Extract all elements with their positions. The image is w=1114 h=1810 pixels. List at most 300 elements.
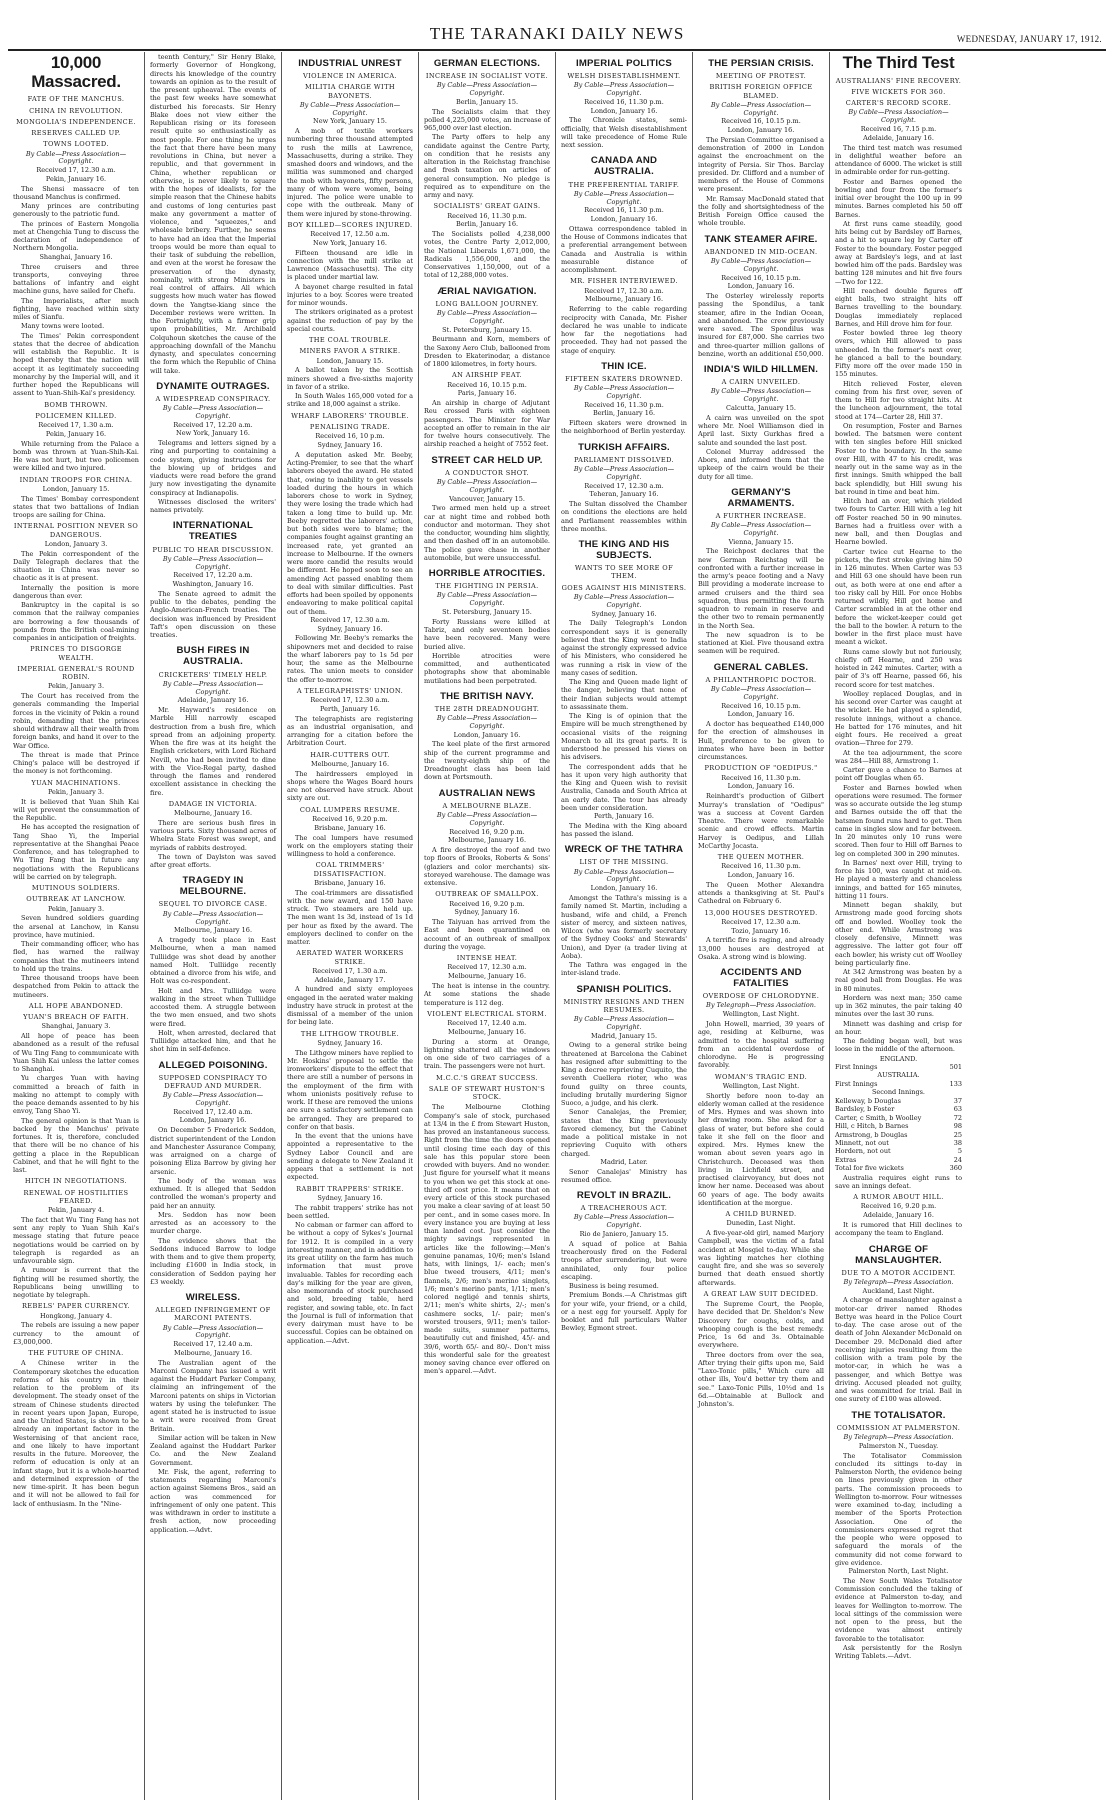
dateline: Pekin, January 16. xyxy=(45,429,107,438)
dateline: Auckland, Last Night. xyxy=(862,1286,935,1295)
article xyxy=(561,155,687,354)
dateline: Received 17, 12.30 a.m. xyxy=(721,917,801,926)
byline: By Cable—Press Association—Copyright. xyxy=(162,1091,264,1107)
paragraph: In the event that the unions have appointed a representative to the Sydney Labor Council and are sending a delegate to New Zealand it appears that a settlement is not expected. xyxy=(287,1132,413,1182)
paragraph: The Lithgow miners have replied to Mr. Hoskins' proposal to settle the ironworkers' dispute to the effect that there are still a number of persons in the employment of the firm with whom unionists positively refuse to work. If these are removed the unions are sure a satisfactory settlement can be arranged. They are prepared to confer on that basis. xyxy=(287,1048,413,1131)
subheading: AUSTRALIANS' FINE RECOVERY. xyxy=(835,76,962,85)
paragraph: A hundred and sixty employees engaged in the aerated water making industry have struck in protest at the dismissal of a member of the union for being late. xyxy=(287,985,413,1027)
byline: By Cable—Press Association—Copyright. xyxy=(299,100,401,117)
paragraph: Business is being resumed. xyxy=(569,1282,659,1291)
score-runs: 5 xyxy=(957,1147,962,1156)
score-runs: 98 xyxy=(953,1122,962,1131)
paragraph: Australia requires eight runs to save an innings defeat. xyxy=(835,1173,962,1190)
paragraph: A fire destroyed the roof and two top floors of Brooks, Roberts & Sons' (glaziers and color merchants) six-storeyed warehouse. The damage was extensive. xyxy=(424,846,550,888)
dateline: Hongkong, January 4. xyxy=(39,1311,113,1320)
article-headline: DYNAMITE OUTRAGES. xyxy=(156,380,270,392)
dateline: Melbourne, January 16. xyxy=(447,1027,527,1036)
dateline: Received 17, 12.30 a.m. xyxy=(584,286,664,295)
paragraph: John Howell, married, 39 years of age, residing at Kelburne, was admitted to the hospital suffering from an accidental overdose of chlorodyne. He is progressing favorably. xyxy=(698,1020,824,1070)
dateline: Melbourne, January 16. xyxy=(447,972,527,981)
dateline: Received 16, 11.30 p.m. xyxy=(584,97,664,106)
subheading: LIST OF THE MISSING. xyxy=(579,858,669,867)
byline: By Cable—Press Association—Copyright. xyxy=(436,810,538,827)
subheading: RENEWAL OF HOSTILITIES FEARED. xyxy=(23,1188,129,1205)
dateline: London, January 15. xyxy=(316,356,384,365)
dateline: Vancouver, January 15. xyxy=(449,494,525,503)
subheading: THE 28TH DREADNOUGHT. xyxy=(434,704,540,713)
dateline: Sydney, January 16. xyxy=(317,440,383,449)
subheading: M.C.C.'S GREAT SUCCESS. xyxy=(436,1073,538,1082)
article-headline: AUSTRALIAN NEWS xyxy=(438,787,536,799)
paragraph: Two armed men held up a street car at night time and robbed both conductor and motorman. They shot the conductor, wounding him slightly, and then dashed off in an automobile. The police gave chase in another automobile, but were unsuccessful. xyxy=(424,504,550,562)
score-runs: 38 xyxy=(953,1138,962,1147)
article-headline: STREET CAR HELD UP. xyxy=(431,454,543,466)
subheading: PUBLIC TO HEAR DISCUSSION. xyxy=(152,545,274,554)
subheading: TOWNS LOOTED. xyxy=(43,140,109,149)
subheading: VIOLENCE IN AMERICA. xyxy=(303,72,397,81)
paragraph: At 342 Armstrong was beaten by a real good ball from Douglas. He was in 80 minutes. xyxy=(835,968,962,993)
paragraph: During a storm at Orange, lightning shattered all the windows on one side of two carriages of a train. The passengers were not hurt. xyxy=(424,1037,550,1071)
paragraph: The Queen Mother Alexandra attends a thanksgiving at St. Paul's Cathedral on February 6. xyxy=(698,880,824,906)
paragraph: A bayonet charge resulted in fatal injuries to a boy. Scores were treated for minor wounds. xyxy=(287,282,413,308)
score-row xyxy=(835,1122,962,1130)
paragraph: Mr. Hayward's residence on Marble Hill narrowly escaped destruction from a bush fire, which spread from an adjoining property. When the fire was at its height the English cricketers, with Lord Richard Nevill, who had been invited to dine with the Vice-Regal party, dashed through the flames and rendered excellent assistance in checking the fire. xyxy=(150,706,276,797)
columns xyxy=(8,52,1106,1800)
score-runs: 501 xyxy=(949,1063,962,1072)
article-headline: REVOLT IN BRAZIL. xyxy=(576,1190,672,1202)
score-player: First Innings xyxy=(835,1063,878,1072)
paragraph: Amongst the Tathra's missing is a family named St. Martin, including a husband, wife and child, a French sister of mercy, and sixteen natives, Wilcox (who was formerly secretary of the Sydney Cooks' and Stewards' Union), and Dyer (a trader living at Aoba). xyxy=(561,894,687,960)
article xyxy=(13,54,139,1508)
subheading: ALLEGED INFRINGEMENT OF MARCONI PATENTS. xyxy=(155,1306,271,1323)
paragraph: The Senate agreed to admit the public to the debates, pending the Anglo-American-French treaties. The decision was influenced by President Taft's open discussion on these treaties. xyxy=(150,589,276,640)
dateline: St. Petersburg, January 15. xyxy=(442,607,532,616)
paragraph: Owing to a general strike being threatened at Barcelona the Cabinet has resigned after submitting to the King a decree reprieving Cuquito, the seventh Cuellera rioter, who was found guilty on three counts, including brutally murdering Signor Suoco, a judge, and his clerk. xyxy=(561,1041,687,1108)
paragraph: The Socialists claim that they polled 4,225,000 votes, an increase of 965,000 over last election. xyxy=(424,107,550,133)
dateline: London, January 16. xyxy=(453,730,521,739)
dateline: Wellington, Last Night. xyxy=(722,1010,800,1019)
dateline: London, January 16. xyxy=(590,106,658,115)
column-4 xyxy=(419,52,556,1800)
article xyxy=(424,455,550,562)
dateline: Adelaide, January 16. xyxy=(863,1211,934,1220)
dateline: Received 16, 10 p.m. xyxy=(315,432,385,441)
article-headline: THE BRITISH NAVY. xyxy=(440,690,534,702)
byline: By Telegraph—Press Association. xyxy=(843,1277,954,1286)
paragraph: A charge of manslaughter against a motor-car driver named Rhodes Bettye was heard in the Police Court to-day. The case arose out of the death of John Alexander McDonald on December 29. McDonald died after receiving injuries resulting from the collision with a tram pole by the motor-car, in which he was a passenger, and which Bettye was driving. Accused pleaded not guilty, and was committed for trial. Bail in one surety of £100 was allowed. xyxy=(835,1296,962,1404)
byline: By Cable—Press Association—Copyright. xyxy=(710,521,812,537)
newspaper-page xyxy=(8,8,1106,1802)
paragraph: Holt, when arrested, declared that Tulliidge attacked him, and that he shot him in self-defence. xyxy=(150,1028,276,1054)
paragraph: The rabbit trappers' strike has not been settled. xyxy=(287,1203,413,1220)
dateline: Perth, January 16. xyxy=(320,704,380,713)
dateline: Received 16, 10.15 p.m. xyxy=(721,701,801,710)
article-headline: THE TOTALISATOR. xyxy=(851,1409,946,1421)
subheading: CRICKETERS' TIMELY HELP. xyxy=(158,670,268,679)
dateline: Adelaide, January 16. xyxy=(177,696,249,705)
dateline: Pekin, January 3. xyxy=(47,682,105,691)
subheading: PENALISING TRADE. xyxy=(309,422,391,431)
paragraph: A rumour is current that the fighting will be resumed shortly, the Republicans being unwilling to negotiate by telegraph. xyxy=(13,1266,139,1300)
subheading: MEETING OF PROTEST. xyxy=(715,72,807,81)
dateline: Received 16, 10.15 p.m. xyxy=(721,273,801,282)
dateline: New York, January 16. xyxy=(313,238,387,247)
article xyxy=(424,691,550,782)
subheading: OUTBREAK AT LANCHOW. xyxy=(26,895,126,904)
paragraph: A ballot taken by the Scottish miners showed a five-sixths majority in favor of a strike. xyxy=(287,366,413,391)
paragraph: Many towns were looted. xyxy=(21,322,105,331)
subheading: MINERS FAVOR A STRIKE. xyxy=(299,347,401,356)
article xyxy=(561,539,687,838)
paragraph: The hairdressers employed in shops where the Wages Board hours are not observed have struck. About sixty are out. xyxy=(287,769,413,803)
dateline: Sydney, January 16. xyxy=(591,609,657,618)
paragraph: The heat is intense in the country. At some stations the shade temperature is 112 deg. xyxy=(424,982,550,1007)
dateline: Sydney, January 16. xyxy=(317,1193,383,1202)
dateline: Received 16, 11.30 p.m. xyxy=(584,400,664,409)
byline: By Cable—Press Association—Copyright. xyxy=(162,404,264,420)
paragraph: The general opinion is that Yuan is backed by the Manchus' private fortunes. It is, therefore, concluded that there will be no chance of his getting a place in the Republican Cabinet, and that he will fight to the last. xyxy=(13,1116,139,1175)
article xyxy=(698,234,824,358)
paragraph: Hordern was next man; 350 came up in 362 minutes, the pair taking 40 minutes over the last 30 runs. xyxy=(835,993,962,1019)
byline: By Cable—Press Association—Copyright. xyxy=(436,591,538,608)
score-row xyxy=(835,1097,962,1105)
paragraph: Horrible atrocities were committed, and authenticated photographs show that abominable mutilations had been perpetrated. xyxy=(424,651,550,685)
paragraph: The telegraphists are registering as an industrial organisation, and arranging for a citation before the Arbitration Court. xyxy=(287,714,413,748)
subheading: WOMAN'S TRAGIC END. xyxy=(714,1072,808,1081)
byline: By Cable—Press Association—Copyright. xyxy=(573,81,675,98)
dateline: London, January 16. xyxy=(590,215,658,224)
score-runs: 133 xyxy=(949,1079,962,1088)
article-headline: CANADA AND AUSTRALIA. xyxy=(590,155,658,178)
subheading: THE LITHGOW TROUBLE. xyxy=(300,1029,400,1038)
subheading: OVERDOSE OF CHLORODYNE. xyxy=(702,992,820,1001)
score-heading: ENGLAND. xyxy=(879,1054,918,1063)
subheading: A TELEGRAPHISTS' UNION. xyxy=(296,686,404,695)
subheading: A CHILD BURNED. xyxy=(725,1210,797,1219)
paragraph: The Shensi massacre of ten thousand Manchus is confirmed. xyxy=(13,184,139,201)
subheading: OUTBREAK OF SMALLPOX. xyxy=(435,890,539,899)
subheading: FATE OF THE MANCHUS. xyxy=(27,95,125,104)
dateline: Received 17, 12.30 a.m. xyxy=(310,696,390,705)
subheading: A CONDUCTOR SHOT. xyxy=(445,468,529,477)
dateline: Palmerston N., Tuesday. xyxy=(858,1441,939,1450)
subheading: A CAIRN UNVEILED. xyxy=(721,378,801,387)
score-row xyxy=(835,1156,962,1164)
paragraph: A doctor has bequeathed £140,000 for the erection of almshouses in Hull, preference to be given to inmates who have been in better circumstances. xyxy=(698,720,824,762)
dateline: Shanghai, January 3. xyxy=(41,1022,111,1031)
paragraph: Mr. Fisk, the agent, referring to statements regarding Marconi's action against Siemens Bros., said an action was commenced for infringement of only one patent. This was withdrawn in order to institute a fresh action, now proceeding application.—Advt. xyxy=(150,1467,276,1534)
subheading: INTENSE HEAT. xyxy=(456,954,518,963)
dateline: Vienna, January 15. xyxy=(728,537,794,546)
byline: By Cable—Press Association—Copyright. xyxy=(162,1323,264,1340)
paragraph: A deputation asked Mr. Beeby, Acting-Premier, to see that the wharf laborers obeyed the award. He stated that, owing to inability to get vessels loaded during the hours in which laborers chose to work in Sydney, they were losing the trade which had taken a long time to build up. Mr. Beeby regretted the laborers' action, but both sides were to blame; the companies fought against granting an increased rate, yet granted an increase to Melbourne. If the owners were more candid the results would be different. He hoped soon to see an amending Act passed enabling them to deal with similar difficulties. Past efforts had been spoiled by opponents endeavoring to make political capital out of them. xyxy=(287,450,413,616)
dateline: London, January 16. xyxy=(590,884,658,893)
subheading: HAIR-CUTTERS OUT. xyxy=(310,750,390,759)
paragraph: Ask persistently for the Roslyn Writing Tablets.—Advt. xyxy=(835,1643,962,1661)
article xyxy=(698,487,824,656)
paragraph: A mob of textile workers numbering three thousand attempted to rush the mills at Lawrence, Massachusetts, during a strike. They smashed doors and windows, and the militia was summoned and charged the mob with bayonets, fifty persons, many of whom were women, being injured. The police were unable to cope with the outbreak. Many of them were injured by stone-throwing. xyxy=(287,127,413,218)
paragraph: The fielding began well, but was loose in the middle of the afternoon. xyxy=(835,1037,962,1054)
subheading: COAL TRIMMERS' DISSATISFACTION. xyxy=(313,861,387,878)
article xyxy=(698,58,824,228)
subheading: A TREACHEROUS ACT. xyxy=(580,1204,668,1213)
paragraph: Bankruptcy in the capital is so common that the railway companies are borrowing a few thousands of pounds from the British coal-mining companies in anticipation of freights. xyxy=(13,601,139,643)
paragraph: Carter gave a chance to Barnes at point off Douglas when 65. xyxy=(835,766,962,783)
dateline: Pekin, January 3. xyxy=(47,787,105,796)
paragraph: The King and Queen made light of the danger, believing that none of their Indian subjects would attempt to assassinate them. xyxy=(561,678,687,711)
article xyxy=(150,645,276,869)
masthead-date: WEDNESDAY, JANUARY 17, 1912. xyxy=(956,34,1102,44)
dateline: Received 16, 11.30 p.m. xyxy=(584,206,664,215)
column-1 xyxy=(8,52,145,1800)
subheading: SALE OF STEWART HUSTON'S STOCK. xyxy=(428,1084,546,1102)
article xyxy=(150,53,276,375)
score-heading: AUSTRALIA. xyxy=(877,1071,920,1080)
paragraph: Their commanding officer, who has fled, has warned the railway companies that the mutineers intend to hold up the trains. xyxy=(13,940,139,973)
score-runs: 37 xyxy=(953,1096,962,1105)
subheading: LONG BALLOON JOURNEY. xyxy=(435,299,539,308)
score-row xyxy=(835,1080,962,1088)
paragraph: In South Wales 165,000 voted for a strike and 18,000 against a strike. xyxy=(287,392,413,409)
paragraph: The coal-trimmers are dissatisfied with the new award, and 150 have struck. Two steamers are held up. The men want 1s 3d, instead of 1s 1d per hour as fixed by the award. The employers declined to confer on the matter. xyxy=(287,888,413,947)
paragraph: The King is of opinion that the Empire will be much strengthened by occasional visits of the reigning Monarch to all its great parts. It is understood he pressed his views on his advisers. xyxy=(561,712,687,762)
subheading: THE FUTURE OF CHINA. xyxy=(28,1349,124,1358)
article xyxy=(835,1244,962,1404)
score-heading: Second Innings. xyxy=(871,1088,926,1097)
paragraph: Mrs. Seddon has now been arrested as an accessory to the murder charge. xyxy=(150,1210,276,1236)
subheading: YUAN'S BREACH OF FAITH. xyxy=(23,1013,129,1022)
dateline: Pekin, January 16. xyxy=(45,174,107,183)
byline: By Cable—Press Association—Copyright. xyxy=(710,256,812,273)
paragraph: teenth Century," Sir Henry Blake, formerly Governor of Hongkong, directs his knowledge of the country towards an opinion as to the result of the present upheaval. The events of the past few weeks have somewhat disturbed his forecasts. Sir Henry Blake does not view either the Republican rising or its foreseen result quite so enthusiastically as most people. For one thing he urges the fact that there have been many revolutions in China, but never a republic, and that government in China, whether republican or otherwise, is never likely to square with the hopes of idealists, for the simple reason that the Chinese habits and customs of long centuries past make any government a matter of violence, and "squeezes," and wholesale bribery. Further, he seems to have had an idea that the Imperial troops would be more than equal to their task of subduing the rebellion, and even at the worst he foresaw the preservation of the dynasty, nominally, with strong Ministers in real control of affairs. All which suggests how much water has flowed down the Yangtse-kiang since the December reviews were written. In the Fortnightly, with a firmer grip upon probabilities, Mr. Archibald Colquhoun sketches the cause of the approaching downfall of the Manchu dynasty, and speculates concerning the form which the Republic of China will take. xyxy=(150,53,276,375)
paragraph: The Taiyuan has arrived from the East and been quarantined on account of an outbreak of smallpox during the voyage. xyxy=(424,918,550,951)
dateline: Sydney, January 16. xyxy=(317,624,383,633)
paragraph: The strikers originated as a protest against the reduction of pay by the special courts. xyxy=(287,308,413,333)
paragraph: Similar action will be taken in New Zealand against the Huddart Parker Co. and the New Zealand Government. xyxy=(150,1433,276,1467)
article xyxy=(561,984,687,1185)
subheading: COAL LUMPERS RESUME. xyxy=(299,805,401,814)
article-headline: GERMAN ELECTIONS. xyxy=(433,58,541,69)
article-headline: TRAGEDY IN MELBOURNE. xyxy=(179,875,247,898)
subheading: BRITISH FOREIGN OFFICE BLAMED. xyxy=(709,83,813,100)
subheading: WHARF LABORERS' TROUBLE. xyxy=(291,411,409,420)
subheading: AN AIRSHIP FEAT. xyxy=(451,371,523,380)
article-headline: CHARGE OF MANSLAUGHTER. xyxy=(855,1243,942,1266)
article-headline: GENERAL CABLES. xyxy=(713,661,809,673)
masthead xyxy=(8,8,1106,51)
subheading: FIFTEEN SKATERS DROWNED. xyxy=(565,374,683,383)
paragraph: The Osterley wirelessly reports passing the Spondilus, a tank steamer, afire in the Indian Ocean, and abandoned. The crew previously were saved. The Spondilus was insured for £87,000. She carries two and three-quarter million gallons of benzine, worth an additional £50,000. xyxy=(698,292,824,358)
dateline: London, January 16. xyxy=(727,710,795,719)
paragraph: The Chronicle states, semi-officially, that Welsh disestablishment will take precedence of Home Rule next session. xyxy=(561,116,687,150)
paragraph: Premium Bonds.—A Christmas gift for your wife, your friend, or a child, or a nest egg for yourself. Apply for booklet and full particulars Walter Bewley, Egmont street. xyxy=(561,1291,687,1333)
subheading: MILITIA CHARGE WITH BAYONETS. xyxy=(304,83,396,100)
dateline: Melbourne, January 16. xyxy=(584,295,664,304)
score-player: Total for five wickets xyxy=(835,1164,904,1173)
score-player: Carter, c Smith, b Woolley xyxy=(835,1113,922,1122)
subheading: A GREAT LAW SUIT DECIDED. xyxy=(703,1289,819,1298)
paragraph: The Persian Committee organised a demonstration of 2000 in London against the encroachment on the integrity of Persia. Sir Thos. Barclay presided. Dr. Clifford and a number of members of the House of Commons were present. xyxy=(698,135,824,194)
dateline: Madrid, Later. xyxy=(600,1157,648,1166)
score-row xyxy=(835,1114,962,1122)
paragraph: Senor Canalejas, the Premier, states that the King previously favored clemency, but the Cabinet made a political mistake in not reprieving Cuquito with others charged. xyxy=(561,1108,687,1158)
article xyxy=(150,875,276,1053)
article-headline: BUSH FIRES IN AUSTRALIA. xyxy=(176,645,250,668)
score-player: First Innings xyxy=(835,1079,878,1088)
dateline: London, January 16. xyxy=(727,782,795,791)
article xyxy=(150,1060,276,1286)
dateline: Received 16, 9.20 p.m. xyxy=(449,899,525,908)
paragraph: A squad of police at Bahia treacherously fired on the Federal troops after surrendering, but were annihilated, only four police escaping. xyxy=(561,1239,687,1281)
paragraph: Three cruisers and three transports, conveying three battalions of infantry and eight machine guns, have sailed for Chefu. xyxy=(13,262,139,296)
paragraph: At first runs came steadily, good hits being cut by Bardsley off Barnes, and a hit to square leg by Carter off Foster to the boundary. Foster pegged away at Bardsley's legs, and at last bowled him off the pads. Bardsley was batting 128 minutes and hit five fours—Two for 122. xyxy=(835,219,962,286)
paragraph: Referring to the cable regarding reciprocity with Canada, Mr. Fisher declared he was unable to indicate how far the negotiations had proceeded. They had not passed the stage of enquiry. xyxy=(561,305,687,355)
dateline: Melbourne, January 16. xyxy=(173,926,253,935)
dateline: Received 17, 12.30 a.m. xyxy=(36,166,116,175)
paragraph: Seven hundred soldiers guarding the arsenal at Lanchow, in Kansu province, have mutinied. xyxy=(13,914,139,939)
subheading: PRINCES TO DISGORGE WEALTH. xyxy=(30,645,122,662)
score-runs: 25 xyxy=(953,1130,962,1139)
dateline: Tozio, January 16. xyxy=(731,926,791,935)
dateline: Received 17, 12.40 a.m. xyxy=(173,1340,253,1349)
dateline: Received 17, 12.30 a.m. xyxy=(584,481,664,490)
byline: By Cable—Press Association—Copyright. xyxy=(436,477,538,494)
paragraph: The new squadron is to be stationed at Kiel. Five thousand extra seamen will be required. xyxy=(698,630,824,656)
paragraph: While returning from the Palace a bomb was thrown at Yuan-Shih-Kai. He was not hurt, but two policemen were killed and two injured. xyxy=(13,439,139,473)
subheading: WELSH DISESTABLISHMENT. xyxy=(567,72,681,81)
article-headline: ÆRIAL NAVIGATION. xyxy=(437,285,537,297)
dateline: Brisbane, January 16. xyxy=(314,878,386,887)
dateline: Adelaide, January 16. xyxy=(863,133,934,142)
dateline: Washington, January 16. xyxy=(172,580,254,589)
scoreboard xyxy=(835,1055,962,1173)
paragraph: Witnesses disclosed the writers' names privately. xyxy=(150,497,276,515)
dateline: Received 16, 9.20 p.m. xyxy=(312,814,388,823)
paragraph: The rebels are issuing a new paper currency to the amount of £3,000,000. xyxy=(13,1321,139,1346)
article xyxy=(150,1292,276,1534)
article xyxy=(698,364,824,481)
subheading: VIOLENT ELECTRICAL STORM. xyxy=(427,1009,547,1018)
subheading: MUTINOUS SOLDIERS. xyxy=(31,884,121,893)
paragraph: The Times' Bombay correspondent states that two battalions of Indian troops are sailing for China. xyxy=(13,494,139,520)
paragraph: Runs came slowly but not furiously, chiefly off Hearne, and 250 was hoisted in 242 minutes. Carter, with a pair of 3's off Hearne, passed 66, his record score for test matches. xyxy=(835,647,962,689)
byline: By Cable—Press Association—Copyright. xyxy=(573,1015,675,1031)
paragraph: Three doctors from over the sea, After trying their gifts upon me, Said "Laxo-Tonic pills," Which cure all other ills, You'd better try them and see." Laxo-Tonic Pills, 10½d and 1s 6d.—Obtainable at Bullock and Johnston's. xyxy=(698,1350,824,1409)
dateline: Received 17, 12.20 a.m. xyxy=(173,420,253,429)
byline: By Cable—Press Association—Copyright. xyxy=(436,714,538,730)
dateline: London, January 15. xyxy=(42,484,110,493)
paragraph: A terrific fire is raging, and already 13,000 houses are destroyed at Osaka. A strong wind is blowing. xyxy=(698,936,824,961)
article xyxy=(698,967,824,1408)
dateline: Melbourne, January 16. xyxy=(447,836,527,845)
dateline: New York, January 15. xyxy=(313,117,387,126)
byline: By Cable—Press Association—Copyright. xyxy=(436,81,538,98)
paragraph: In Barnes' next over Hill, trying to force his 100, was caught at mid-on. He played a masterly and chanceless innings, and batted for 165 minutes, hitting 11 fours. xyxy=(835,858,962,900)
article xyxy=(424,568,550,685)
dateline: Wellington, Last Night. xyxy=(722,1081,800,1090)
dateline: Teheran, January 16. xyxy=(589,490,659,499)
dateline: Received 16, 10.15 p.m. xyxy=(447,380,527,389)
subheading: RABBIT TRAPPERS' STRIKE. xyxy=(296,1184,404,1193)
byline: By Cable—Press Association—Copyright. xyxy=(162,554,264,571)
article-headline: WRECK OF THE TATHRA xyxy=(564,844,684,856)
byline: By Cable—Press Association—Copyright. xyxy=(162,679,264,696)
paragraph: The Australian agent of the Marconi Company has issued a writ against the Huddart Parker Company, claiming an infringement of the Marconi patents on ships in Victorian waters by using the telefunker. The agent stated he is instructed to issue a writ were received from Great Britain. xyxy=(150,1358,276,1433)
paragraph: A tragedy took place in East Melbourne, when a man named Tulliidge was shot dead by another named Holt. Tulliidge recently obtained a divorce from his wife, and Holt was co-respondent. xyxy=(150,936,276,986)
paragraph: A five-year-old girl, named Marjory Campbell, was the victim of a fatal accident at Mosgiel to-day. While she was lighting matches her clothing caught fire, and she was so severely burned that death ensued shortly afterwards. xyxy=(698,1229,824,1287)
dateline: London, January 16. xyxy=(727,282,795,291)
byline: By Telegraph—Press Association. xyxy=(843,1432,954,1441)
score-row xyxy=(835,1147,962,1155)
article xyxy=(150,520,276,639)
dateline: Palmerston North, Last Night. xyxy=(848,1567,949,1576)
score-runs: 24 xyxy=(953,1155,962,1164)
paragraph: A cairn was unveiled on the spot where Mr. Noel Williamson died in April last. Sixty Gurkhas fired a salute and sounded the last post. xyxy=(698,413,824,447)
column-7 xyxy=(830,52,967,1800)
paragraph: Fifteen skaters were drowned in the neighborhood of Berlin yesterday. xyxy=(561,419,687,436)
subheading: A MELBOURNE BLAZE. xyxy=(442,801,532,810)
byline: By Cable—Press Association—Copyright. xyxy=(573,592,675,609)
dateline: Received 17, 12.30 a.m. xyxy=(447,963,527,972)
score-runs: 360 xyxy=(949,1164,962,1173)
score-row xyxy=(835,1139,962,1147)
paragraph: The New South Wales Totalisator Commission concluded the taking of evidence at Palmerston to-day, and leaves for Wellington to-morrow. The local sittings of the commission were not open to the press, but the evidence was almost entirely favorable to the totalisator. xyxy=(835,1576,962,1643)
subheading: RESERVES CALLED UP. xyxy=(31,129,121,138)
paragraph: Minnett was dashing and crisp for an hour. xyxy=(835,1019,962,1036)
dateline: Received 16, 9.20 p.m. xyxy=(860,1202,937,1211)
dateline: Melbourne, January 16. xyxy=(173,1348,253,1357)
column-6 xyxy=(693,52,830,1800)
paragraph: The Imperialists, after much fighting, have reached within sixty miles of Sianfu. xyxy=(13,296,139,322)
subheading: YUAN MACHINATIONS. xyxy=(31,778,121,787)
article-headline: THE KING AND HIS SUBJECTS. xyxy=(578,539,670,562)
paragraph: Senor Canalejas' Ministry has resumed office. xyxy=(561,1167,687,1184)
score-runs: 72 xyxy=(953,1113,962,1122)
article-headline: TANK STEAMER AFIRE. xyxy=(704,233,818,245)
article-headline: WIRELESS. xyxy=(185,1292,241,1304)
score-player: Extras xyxy=(835,1155,857,1164)
article xyxy=(561,844,687,977)
subheading: A RUMOR ABOUT HILL. xyxy=(853,1193,944,1202)
dateline: Received 17, 12.30 a.m. xyxy=(310,615,390,624)
dateline: Received 17, 12.50 a.m. xyxy=(310,230,390,239)
score-row xyxy=(835,1105,962,1113)
paragraph: It is rumored that Hill declines to accompany the team to England. xyxy=(835,1221,962,1238)
paragraph: The Party offers to help any candidate against the Centre Party, on condition that he resists any alteration in the Reichstag franchise and fresh taxation on articles of general consumption. No pledge is required as to expenditure on the army and navy. xyxy=(424,133,550,200)
dateline: Berlin, January 16. xyxy=(592,409,656,418)
paragraph: On December 5 Frederick Seddon, district superintendent of the London and Manchester Assurance Company, was arraigned on a charge of poisoning Eliza Barrow by giving her arsenic. xyxy=(150,1126,276,1176)
byline: By Cable—Press Association—Copyright. xyxy=(573,384,675,400)
paragraph: Woolley replaced Douglas, and in his second over Carter was caught at the wicket. He had played a splendid, resolute innings, without a chance. He batted for 176 minutes, and hit eight fours. He received a great ovation—Three for 279. xyxy=(835,689,962,748)
dateline: Melbourne, January 16. xyxy=(310,759,390,768)
subheading: A PHILANTHROPIC DOCTOR. xyxy=(705,675,817,684)
article xyxy=(561,58,687,149)
dateline: Received 16, 7.15 p.m. xyxy=(860,124,937,133)
paragraph: The Supreme Court, the People, have decided that Dr. Sheldon's New Discovery for coughs, colds, and whooping cough is the best remedy. Price, 1s 6d and 3s. Obtainable everywhere. xyxy=(698,1300,824,1350)
paragraph: The body of the woman was exhumed. It is alleged that Seddon controlled the woman's property and paid her an annuity. xyxy=(150,1176,276,1210)
paragraph: The Medina with the King aboard has passed the island. xyxy=(561,821,687,839)
masthead-title: THE TARANAKI DAILY NEWS xyxy=(429,24,685,43)
article-headline: INDUSTRIAL UNREST xyxy=(298,58,402,69)
subheading: THE COAL TROUBLE. xyxy=(308,336,391,345)
subheading: THE FIGHTING IN PERSIA. xyxy=(435,582,539,591)
article xyxy=(150,381,276,515)
subheading: ABANDONED IN MID-OCEAN. xyxy=(704,247,818,256)
dateline: Received 17, 1.30 a.m. xyxy=(38,421,114,429)
subheading: MINISTRY RESIGNS AND THEN RESUMES. xyxy=(563,997,685,1014)
subheading: CHINA IN REVOLUTION. xyxy=(29,106,123,115)
dateline: Brisbane, January 16. xyxy=(314,823,386,832)
